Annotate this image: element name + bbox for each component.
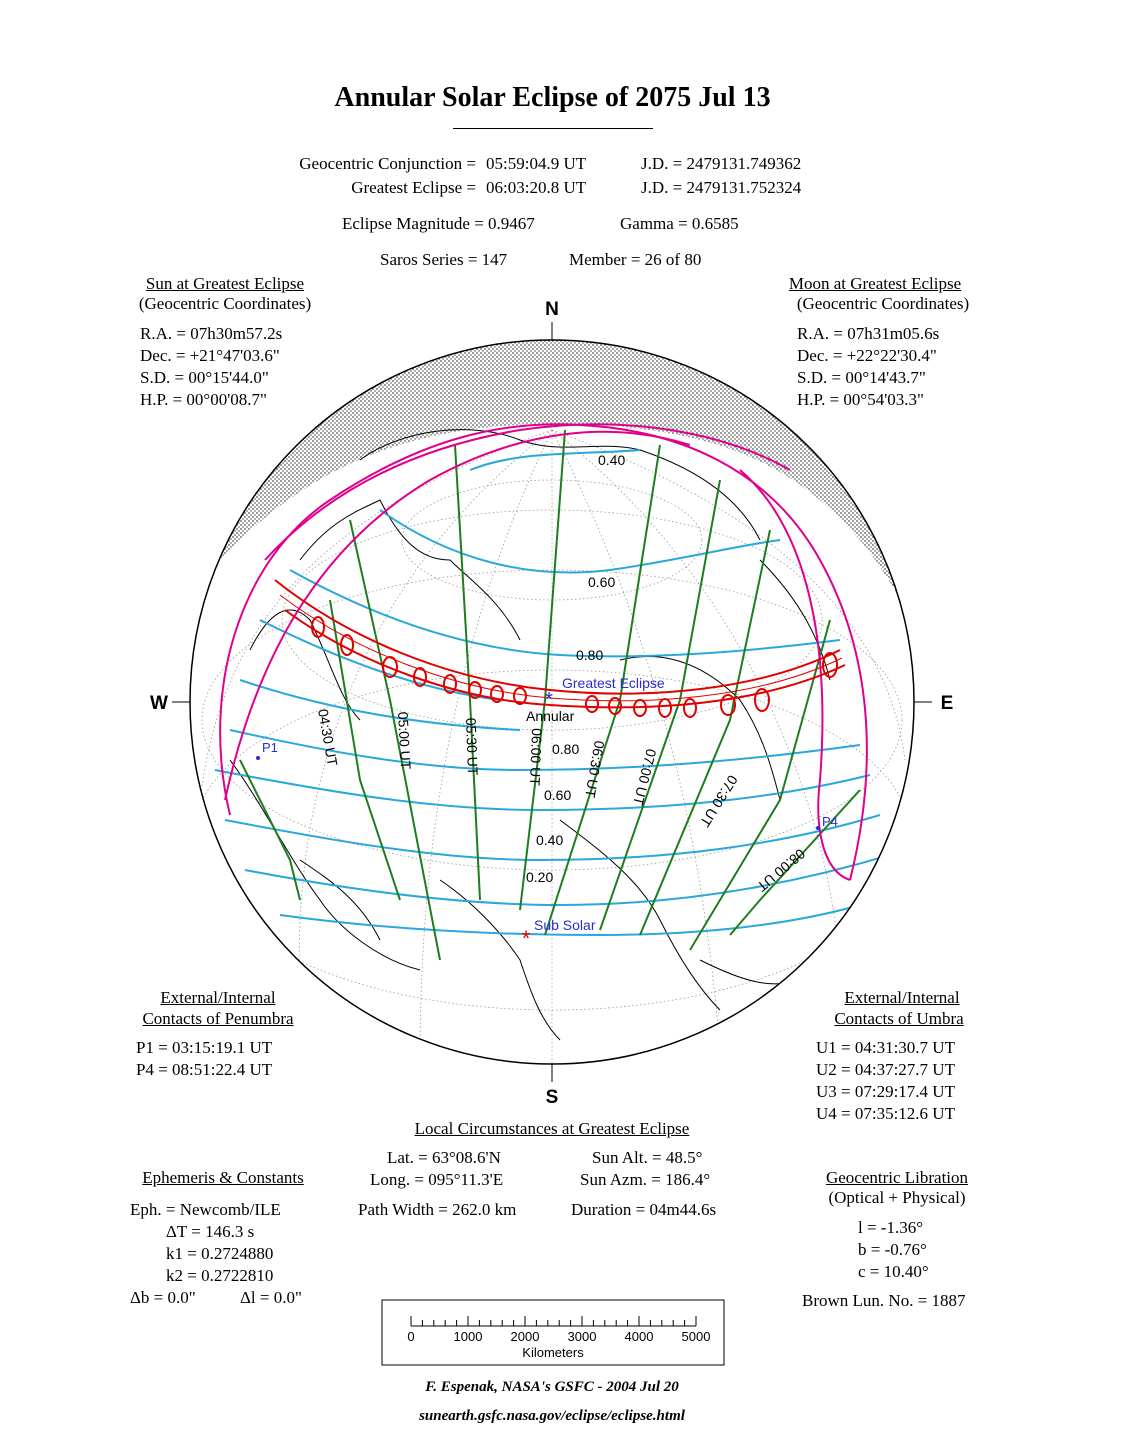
moon-heading: Moon at Greatest Eclipse	[788, 274, 962, 293]
time-label-0500: 05:00 UT	[395, 711, 414, 770]
north-label: N	[545, 299, 559, 320]
sun-subheading: (Geocentric Coordinates)	[138, 294, 312, 313]
sub-solar-marker: *	[521, 926, 531, 951]
ephemeris-heading: Ephemeris & Constants	[142, 1168, 304, 1187]
p1-label: P1	[262, 740, 278, 755]
umbra-heading-1: External/Internal	[844, 988, 960, 1007]
ephemeris-delta-b: Δb = 0.0"	[130, 1288, 196, 1307]
time-label-0800: 08:00 UT	[753, 845, 809, 895]
libration-c: c = 10.40°	[858, 1262, 929, 1281]
local-latitude: Lat. = 63°08.6'N	[387, 1148, 501, 1167]
conjunction-time: 05:59:04.9 UT	[486, 154, 587, 173]
ephemeris-name: Eph. = Newcomb/ILE	[130, 1200, 281, 1219]
saros-member: Member = 26 of 80	[569, 250, 702, 269]
greatest-eclipse-label: Greatest Eclipse =	[351, 178, 476, 197]
ephemeris-k2: k2 = 0.2722810	[166, 1266, 274, 1285]
moon-subheading: (Geocentric Coordinates)	[796, 294, 970, 313]
greatest-eclipse-time: 06:03:20.8 UT	[486, 178, 587, 197]
umbra-u4: U4 = 07:35:12.6 UT	[816, 1104, 955, 1123]
penumbra-heading-1: External/Internal	[160, 988, 276, 1007]
distance-scale-bar	[381, 1299, 726, 1367]
p4-label: P4	[822, 814, 838, 829]
brown-lunation: Brown Lun. No. = 1887	[802, 1291, 966, 1310]
page-title: Annular Solar Eclipse of 2075 Jul 13	[334, 82, 771, 113]
sun-dec: Dec. = +21°47'03.6"	[140, 346, 280, 365]
local-sun-azimuth: Sun Azm. = 186.4°	[580, 1170, 711, 1189]
time-label-0700: 07:00 UT	[630, 747, 660, 808]
libration-subheading: (Optical + Physical)	[828, 1188, 966, 1207]
umbra-u3: U3 = 07:29:17.4 UT	[816, 1082, 955, 1101]
west-label: W	[150, 693, 168, 714]
scale-label-3000: 3000	[567, 1329, 597, 1344]
scale-label-0: 0	[407, 1329, 415, 1344]
penumbra-p1: P1 = 03:15:19.1 UT	[136, 1038, 273, 1057]
time-label-0530: 05:30 UT	[463, 717, 482, 776]
time-label-0730: 07:30 UT	[696, 772, 742, 830]
scale-unit: Kilometers	[522, 1345, 584, 1360]
local-heading: Local Circumstances at Greatest Eclipse	[414, 1119, 690, 1138]
conjunction-label: Geocentric Conjunction =	[299, 154, 476, 173]
magnitude-label-2: 0.60	[588, 574, 616, 590]
p1-point	[256, 756, 260, 760]
moon-dec: Dec. = +22°22'30.4"	[797, 346, 937, 365]
penumbra-p4: P4 = 08:51:22.4 UT	[136, 1060, 273, 1079]
scale-label-2000: 2000	[510, 1329, 540, 1344]
moon-ra: R.A. = 07h31m05.6s	[797, 324, 940, 343]
local-duration: Duration = 04m44.6s	[571, 1200, 717, 1219]
greatest-eclipse-jd: J.D. = 2479131.752324	[641, 178, 802, 197]
sun-ra: R.A. = 07h30m57.2s	[140, 324, 283, 343]
sun-heading: Sun at Greatest Eclipse	[145, 274, 305, 293]
umbra-u1: U1 = 04:31:30.7 UT	[816, 1038, 955, 1057]
libration-b: b = -0.76°	[858, 1240, 927, 1259]
eclipse-magnitude: Eclipse Magnitude = 0.9467	[342, 214, 535, 233]
gamma-value: Gamma = 0.6585	[620, 214, 739, 233]
magnitude-label-3: 0.80	[576, 647, 604, 663]
penumbra-heading-2: Contacts of Penumbra	[142, 1009, 294, 1028]
time-label-0430: 04:30 UT	[315, 707, 341, 768]
sub-solar-label: Sub Solar	[534, 917, 596, 933]
moon-sd: S.D. = 00°14'43.7"	[797, 368, 926, 387]
sun-sd: S.D. = 00°15'44.0"	[140, 368, 269, 387]
libration-heading: Geocentric Libration	[825, 1168, 969, 1187]
sun-hp: H.P. = 00°00'08.7"	[140, 390, 267, 409]
scale-label-4000: 4000	[624, 1329, 654, 1344]
saros-series: Saros Series = 147	[380, 250, 508, 269]
magnitude-label-5: 0.60	[544, 787, 572, 803]
moon-hp: H.P. = 00°54'03.3"	[797, 390, 924, 409]
time-label-0600: 06:00 UT	[526, 727, 545, 787]
time-label-0630: 06:30 UT	[582, 739, 608, 799]
south-label: S	[545, 1087, 559, 1108]
local-sun-altitude: Sun Alt. = 48.5°	[592, 1148, 703, 1167]
ephemeris-delta-t: ΔT = 146.3 s	[166, 1222, 255, 1241]
annular-label: Annular	[526, 708, 575, 724]
p4-point	[816, 826, 820, 830]
umbra-heading-2: Contacts of Umbra	[834, 1009, 964, 1028]
magnitude-label-4: 0.80	[552, 741, 580, 757]
local-path-width: Path Width = 262.0 km	[358, 1200, 517, 1219]
conjunction-jd: J.D. = 2479131.749362	[641, 154, 802, 173]
libration-l: l = -1.36°	[858, 1218, 924, 1237]
greatest-eclipse-label: Greatest Eclipse	[562, 675, 665, 691]
magnitude-label-6: 0.40	[536, 832, 564, 848]
source-url: sunearth.gsfc.nasa.gov/eclipse/eclipse.html	[419, 1408, 685, 1424]
local-longitude: Long. = 095°11.3'E	[370, 1170, 504, 1189]
scale-label-1000: 1000	[453, 1329, 483, 1344]
greatest-eclipse-marker: *	[545, 689, 553, 711]
east-label: E	[940, 693, 954, 714]
magnitude-label-7: 0.20	[526, 869, 554, 885]
scale-label-5000: 5000	[681, 1329, 711, 1344]
ephemeris-k1: k1 = 0.2724880	[166, 1244, 274, 1263]
ephemeris-delta-l: Δl = 0.0"	[240, 1288, 302, 1307]
umbra-u2: U2 = 04:37:27.7 UT	[816, 1060, 955, 1079]
credit-line: F. Espenak, NASA's GSFC - 2004 Jul 20	[425, 1379, 679, 1395]
magnitude-label-1: 0.40	[598, 452, 626, 468]
